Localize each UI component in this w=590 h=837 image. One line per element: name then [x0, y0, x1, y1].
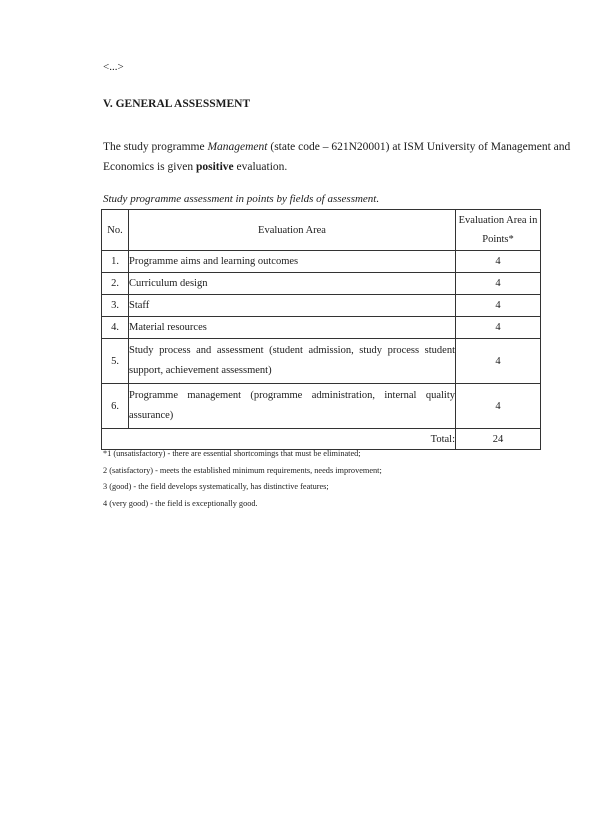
row-points: 4: [456, 339, 541, 384]
row-points: 4: [456, 384, 541, 429]
header-points: Evaluation Area in Points*: [456, 210, 541, 251]
footnote: 2 (satisfactory) - meets the established minimum requirements, needs improvement;: [103, 465, 382, 475]
paragraph-post: evaluation.: [233, 161, 288, 173]
header-no: No.: [102, 210, 129, 251]
row-number: 5.: [102, 339, 129, 384]
row-area: Staff: [129, 295, 456, 317]
row-area: Material resources: [129, 317, 456, 339]
assessment-table: [101, 209, 541, 450]
table-row: [102, 273, 541, 295]
assessment-paragraph: [103, 137, 571, 177]
row-number: 1.: [102, 251, 129, 273]
row-area: Programme aims and learning outcomes: [129, 251, 456, 273]
row-area: Programme management (programme administration, internal quality assurance): [129, 384, 456, 429]
row-area: Curriculum design: [129, 273, 456, 295]
header-area: Evaluation Area: [129, 210, 456, 251]
section-heading: V. GENERAL ASSESSMENT: [103, 98, 251, 110]
table-row: [102, 295, 541, 317]
paragraph-mid: (state code – 621N20001) at ISM University of Management and Economics is given: [103, 141, 571, 173]
table-row: [102, 384, 541, 429]
row-area: Study process and assessment (student admission, study process student support, achievement assessment): [129, 339, 456, 384]
table-row: [102, 339, 541, 384]
table-row: [102, 251, 541, 273]
table-caption: Study programme assessment in points by fields of assessment.: [103, 193, 380, 205]
row-number: 2.: [102, 273, 129, 295]
paragraph-pre: The study programme: [103, 141, 208, 153]
row-points: 4: [456, 251, 541, 273]
footnote: *1 (unsatisfactory) - there are essential shortcomings that must be eliminated;: [103, 449, 361, 458]
footnotes: [103, 446, 382, 512]
verdict: positive: [195, 161, 234, 173]
total-label: Total:: [102, 429, 456, 450]
table-row: [102, 317, 541, 339]
row-number: 3.: [102, 295, 129, 317]
total-value: 24: [456, 429, 541, 450]
row-number: 4.: [102, 317, 129, 339]
footnote: 4 (very good) - the field is exceptionally good.: [103, 498, 258, 508]
programme-name: Management: [207, 141, 268, 153]
omission-marker: <...>: [103, 61, 124, 73]
table-header-row: [102, 210, 541, 251]
row-points: 4: [456, 317, 541, 339]
row-number: 6.: [102, 384, 129, 429]
footnote: 3 (good) - the field develops systematically, has distinctive features;: [103, 482, 329, 491]
row-points: 4: [456, 295, 541, 317]
row-points: 4: [456, 273, 541, 295]
